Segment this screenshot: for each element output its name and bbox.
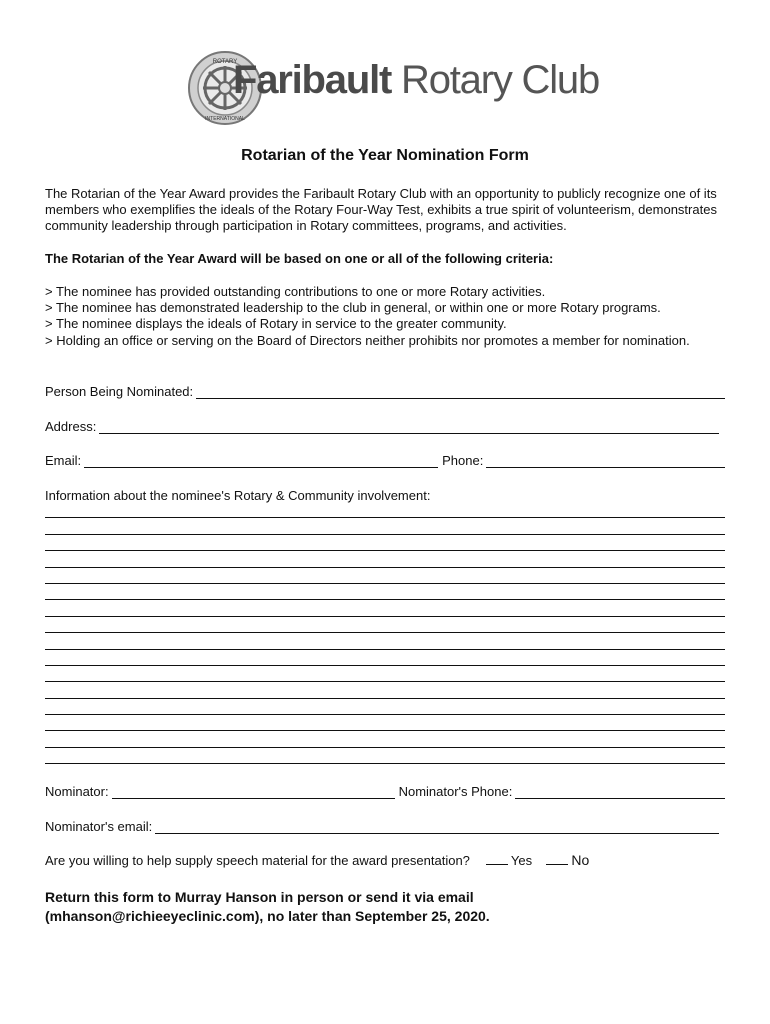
nominator-phone-input[interactable] <box>515 785 725 799</box>
club-logo <box>187 50 600 126</box>
writing-line <box>45 731 725 747</box>
writing-line <box>45 699 725 715</box>
criteria-item: > The nominee has provided outstanding contributions to one or more Rotary activities. <box>45 284 546 299</box>
nominator-label: Nominator: <box>45 784 109 799</box>
email-label: Email: <box>45 453 82 468</box>
writing-line <box>45 551 725 567</box>
logo-brand-bold: Faribault <box>233 58 392 102</box>
logo-wordmark <box>233 58 599 103</box>
person-nominated-label: Person Being Nominated: <box>45 384 194 399</box>
email-phone-row <box>45 453 725 468</box>
nominator-input[interactable] <box>112 785 395 799</box>
no-checkbox[interactable] <box>546 853 568 865</box>
phone-label: Phone: <box>442 453 484 468</box>
intro-paragraph: The Rotarian of the Year Award provides the Faribault Rotary Club with an opportunity to publicly recognize one of its members who exemplifies the ideals of the Rotary Four-Way Test, exhibits a true spirit of volunteerism, demonstrates community leadership through participation in Rotary committees, programs, and activities. <box>45 186 717 234</box>
return-instructions <box>45 888 735 926</box>
email-input[interactable] <box>84 454 438 468</box>
emblem-text-top: ROTARY <box>212 59 238 65</box>
speech-material-question-row <box>45 852 589 868</box>
writing-line <box>45 617 725 633</box>
yes-checkbox[interactable] <box>486 853 508 865</box>
nominator-email-row <box>45 819 719 834</box>
writing-line <box>45 650 725 666</box>
writing-line <box>45 633 725 649</box>
nominator-phone-label: Nominator's Phone: <box>398 784 513 799</box>
address-input[interactable] <box>99 420 719 434</box>
emblem-text-bottom: INTERNATIONAL <box>205 116 245 122</box>
address-label: Address: <box>45 419 97 434</box>
writing-line <box>45 715 725 731</box>
address-row <box>45 419 719 434</box>
criteria-heading: The Rotarian of the Year Award will be based on one or all of the following criteria: <box>45 251 554 266</box>
no-label: No <box>571 852 590 868</box>
form-title: Rotarian of the Year Nomination Form <box>241 147 529 164</box>
nominator-email-input[interactable] <box>155 820 719 834</box>
writing-line <box>45 682 725 698</box>
criteria-list <box>45 284 725 349</box>
criteria-item: > The nominee displays the ideals of Rotary in service to the greater community. <box>45 316 507 332</box>
writing-line <box>45 568 725 584</box>
return-line-2: (mhanson@richieeyeclinic.com), no later than September 25, 2020. <box>45 908 490 924</box>
phone-input[interactable] <box>486 454 725 468</box>
writing-line <box>45 748 725 764</box>
yes-label: Yes <box>510 853 533 868</box>
writing-line <box>45 600 725 616</box>
writing-line <box>45 535 725 551</box>
nominator-row <box>45 784 725 799</box>
criteria-item: > Holding an office or serving on the Board of Directors neither prohibits nor promotes a member for nomination. <box>45 332 690 348</box>
person-nominated-input[interactable] <box>196 385 725 399</box>
criteria-item: > The nominee has demonstrated leadership to the club in general, or within one or more Rotary programs. <box>45 300 661 316</box>
involvement-textarea[interactable] <box>45 502 725 764</box>
involvement-label: Information about the nominee's Rotary & Community involvement: <box>45 488 431 503</box>
return-line-1: Return this form to Murray Hanson in person or send it via email <box>45 889 474 905</box>
person-nominated-row <box>45 384 725 399</box>
writing-line <box>45 584 725 600</box>
speech-material-question: Are you willing to help supply speech material for the award presentation? <box>45 853 470 868</box>
logo-brand-rest: Rotary Club <box>391 58 600 102</box>
writing-line <box>45 502 725 518</box>
writing-line <box>45 666 725 682</box>
nominator-email-label: Nominator's email: <box>45 819 153 834</box>
writing-line <box>45 518 725 534</box>
